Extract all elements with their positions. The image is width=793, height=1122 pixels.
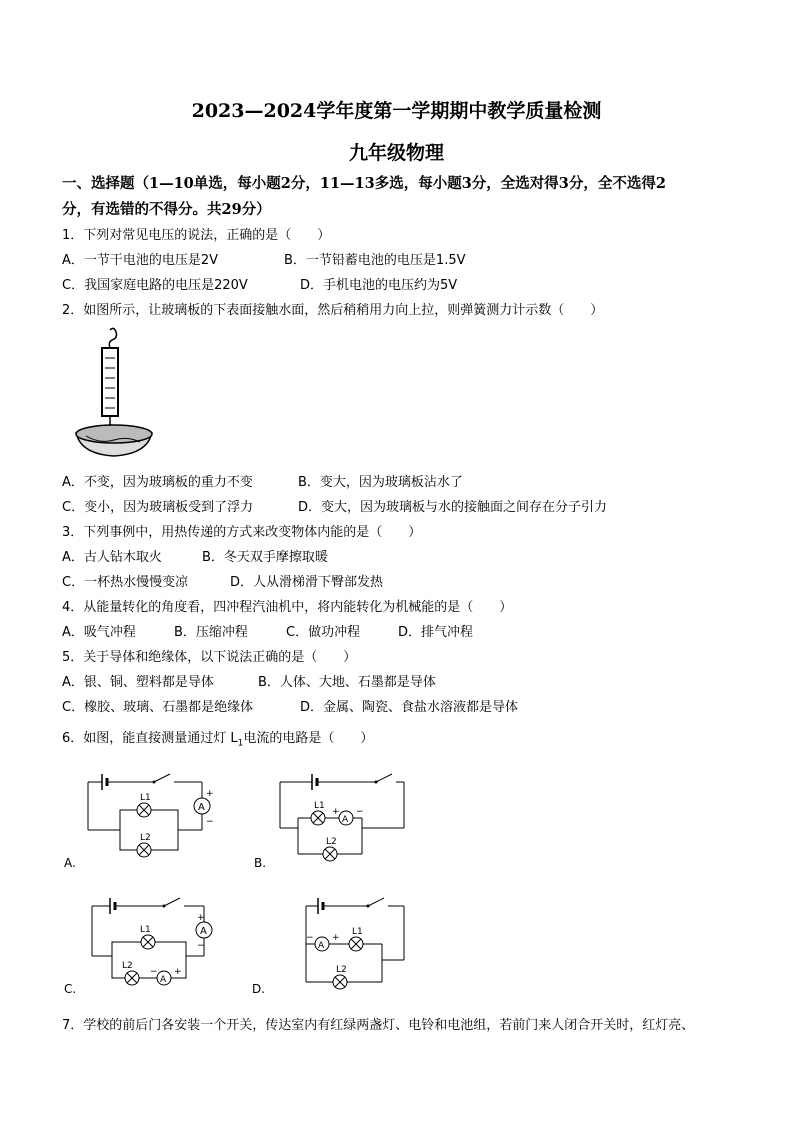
section-heading-line1: 一、选择题（1—10单选，每小题2分，11—13多选，每小题3分，全选对得3分，全不选得2: [62, 175, 666, 192]
ammeter-label: A: [198, 802, 205, 813]
q5-option-b: B．人体、大地、石墨都是导体: [258, 675, 436, 690]
circuit-d: [282, 894, 412, 990]
q3-option-c: C．一杯热水慢慢变凉: [62, 575, 189, 590]
q6-stem-subscript: 1: [237, 738, 244, 749]
q1-option-b: B．一节铅蓄电池的电压是1.5V: [284, 253, 466, 268]
plus-label: +: [332, 933, 340, 943]
q3-option-a: A．古人钻木取火: [62, 550, 162, 565]
q2-option-b: B．变大，因为玻璃板沾水了: [298, 475, 463, 490]
l1-label: L1: [352, 927, 363, 937]
q4-option-c: C．做功冲程: [286, 625, 361, 640]
q5-option-a: A．银、铜、塑料都是导体: [62, 675, 214, 690]
plus-label: +: [332, 807, 340, 817]
minus-label: −: [206, 817, 214, 827]
q7-stem: 7．学校的前后门各安装一个开关，传达室内有红绿两盏灯、电铃和电池组，若前门来人闭合开关时，红灯亮、: [62, 1018, 695, 1033]
l1-label: L1: [140, 925, 151, 935]
exam-title: 2023—2024学年度第一学期期中教学质量检测: [191, 100, 602, 122]
circuit-a: [82, 770, 222, 862]
q2-option-a: A．不变，因为玻璃板的重力不变: [62, 475, 253, 490]
q3-options-row2: [62, 571, 383, 590]
q6-stem-before: 6．如图，能直接测量通过灯 L: [62, 731, 238, 746]
minus-label: −: [356, 807, 364, 817]
q1-option-d: D．手机电池的电压约为5V: [300, 278, 458, 293]
q5-options-row1: [62, 671, 436, 690]
spring-scale-figure: [62, 324, 162, 464]
ammeter-label: A: [200, 926, 207, 937]
q1-option-c: C．我国家庭电路的电压是220V: [62, 278, 248, 293]
q3-stem: 3．下列事例中，用热传递的方式来改变物体内能的是（ ）: [62, 525, 422, 540]
q1-stem: 1．下列对常见电压的说法，正确的是（ ）: [62, 228, 331, 243]
l2-label: L2: [140, 833, 151, 843]
q3-option-b: B．冬天双手摩擦取暖: [202, 550, 328, 565]
ammeter-label: A: [160, 975, 167, 985]
plus-label: +: [206, 789, 214, 799]
exam-subtitle: 九年级物理: [348, 142, 444, 164]
circuit-b: [276, 770, 416, 862]
q4-option-d: D．排气冲程: [398, 625, 474, 640]
q2-option-d: D．变大，因为玻璃板与水的接触面之间存在分子引力: [298, 500, 608, 515]
q1-options-row2: [62, 274, 457, 293]
q3-option-d: D．人从滑梯滑下臀部发热: [230, 575, 384, 590]
q5-option-c: C．橡胶、玻璃、石墨都是绝缘体: [62, 700, 254, 715]
q2-option-c: C．变小，因为玻璃板受到了浮力: [62, 500, 254, 515]
q2-options-row2: [62, 496, 607, 515]
ammeter-label: A: [342, 815, 349, 825]
l2-label: L2: [336, 965, 347, 975]
q3-options-row1: [62, 546, 328, 565]
circuit-c: [86, 894, 216, 990]
q1-option-a: A．一节干电池的电压是2V: [62, 253, 219, 268]
q2-options-row1: [62, 471, 463, 490]
q1-options-row1: [62, 249, 466, 268]
q4-option-a: A．吸气冲程: [62, 625, 136, 640]
q5-option-d: D．金属、陶瓷、食盐水溶液都是导体: [300, 700, 519, 715]
minus-label: −: [197, 941, 205, 951]
circuit-d-label: D.: [252, 982, 266, 996]
q5-stem: 5．关于导体和绝缘体，以下说法正确的是（ ）: [62, 650, 357, 665]
minus-label: −: [306, 933, 314, 943]
q4-option-b: B．压缩冲程: [174, 625, 248, 640]
q4-options-row: [62, 621, 473, 640]
minus-label: −: [150, 967, 158, 977]
q2-stem: 2．如图所示，让玻璃板的下表面接触水面，然后稍稍用力向上拉，则弹簧测力计示数（ ）: [62, 303, 604, 318]
q4-stem: 4．从能量转化的角度看，四冲程汽油机中，将内能转化为机械能的是（ ）: [62, 600, 513, 615]
q6-stem-after: 电流的电路是（ ）: [243, 731, 374, 746]
l2-label: L2: [122, 961, 133, 971]
circuit-b-label: B.: [254, 856, 267, 870]
ammeter-label: A: [318, 941, 325, 951]
circuit-c-label: C.: [64, 982, 77, 996]
l1-label: L1: [140, 793, 151, 803]
q6-stem: [62, 727, 373, 749]
plus-label: +: [174, 967, 182, 977]
l2-label: L2: [326, 837, 337, 847]
plus-label: +: [197, 913, 205, 923]
q5-options-row2: [62, 696, 518, 715]
section-heading-line2: 分，有选错的不得分。共29分）: [62, 201, 271, 218]
l1-label: L1: [314, 801, 325, 811]
circuit-a-label: A.: [64, 856, 76, 870]
